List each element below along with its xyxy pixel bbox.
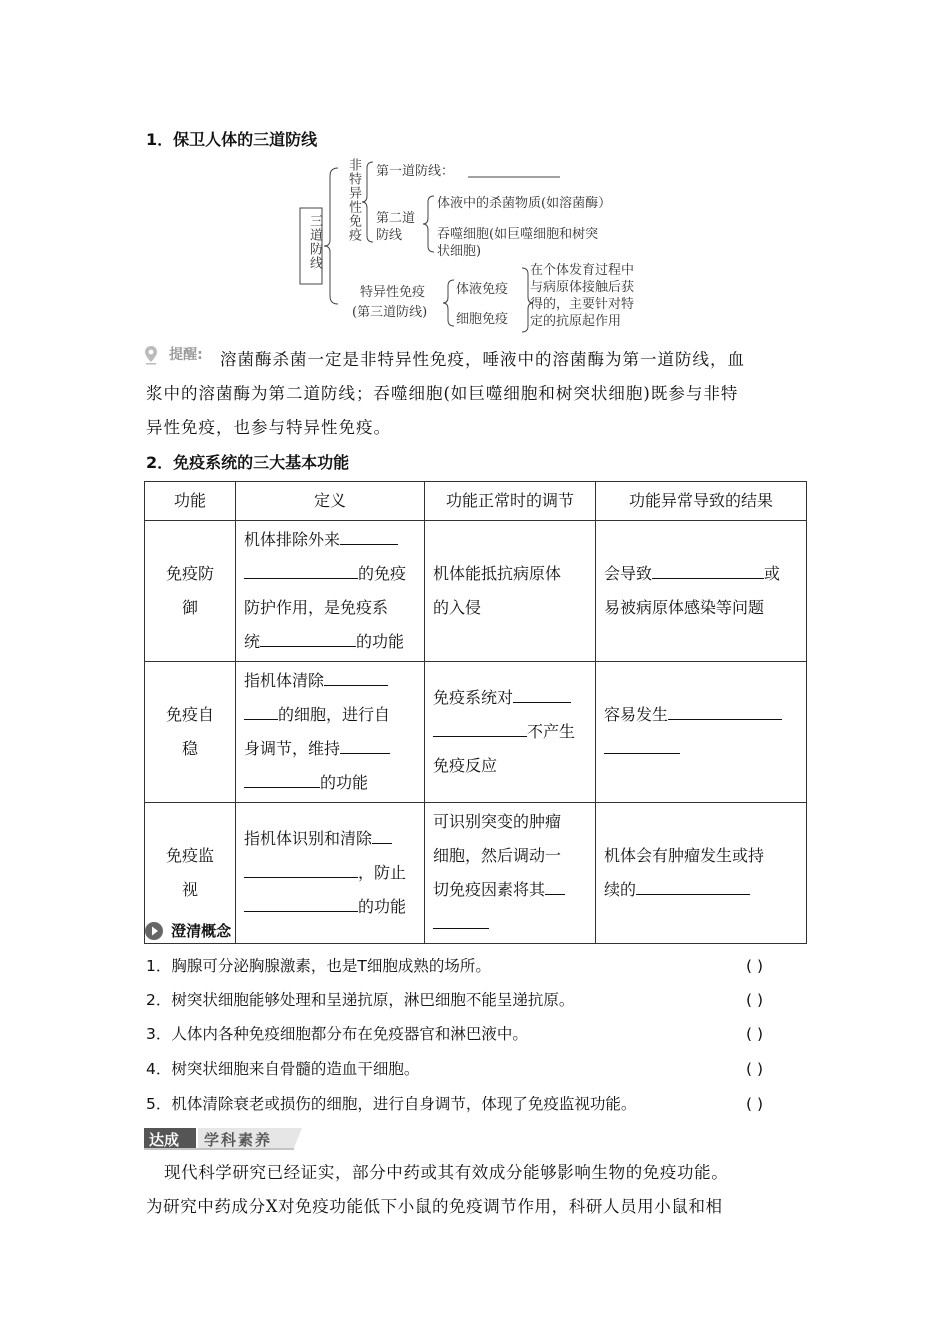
table-row [145,521,807,662]
tree-desc-line: 与病原体接触后获 [530,280,635,295]
def-text: 身调节，维持 [244,739,341,758]
def-text: 的功能 [358,897,407,916]
tree-desc-line: 得的，主要针对特 [530,297,635,312]
tree-desc-line: 在个体发育过程中 [530,263,635,278]
banner-badge1: 达成 [149,1131,180,1149]
def-text: 统 [244,632,261,651]
concept-item [146,1052,806,1086]
tree-specific: 特异性免疫 [360,285,426,300]
tree-second-line: 第二道防线 [376,211,416,243]
def-text: 指机体清除 [244,671,325,690]
abnormal-text: 容易发生 [604,705,669,724]
concept-text: 2．树突状细胞能够处理和呈递抗原，淋巴细胞不能呈递抗原。 [146,991,575,1009]
def-text: 防护作用，是免疫系 [244,598,389,617]
banner-badge2: 学科素养 [204,1131,273,1149]
concept-text: 5．机体清除衰老或损伤的细胞，进行自身调节，体现了免疫监视功能。 [146,1095,637,1113]
literacy-line-1: 现代科学研究已经证实，部分中药或其有效成分能够影响生物的免疫功能。 [164,1163,729,1182]
concepts-title [144,920,231,942]
answer-blank[interactable] [244,910,358,912]
def-text: 的功能 [320,773,369,792]
answer-blank[interactable] [244,786,320,788]
concept-item [146,1087,806,1121]
abnormal-cell [596,662,807,803]
func-text: 御 [181,598,198,617]
table-row [145,803,807,944]
def-text: 的功能 [356,632,405,651]
answer-blank[interactable] [545,893,565,895]
abnormal-cell [596,803,807,944]
tree-second-item-2: 吞噬细胞(如巨噬细胞和树突 [437,227,599,242]
func-text: 稳 [181,739,198,758]
tree-desc [530,262,634,330]
abnormal-cell [596,521,807,662]
section2-heading: 2．免疫系统的三大基本功能 [146,453,350,472]
answer-paren[interactable]: ( ) [746,1025,764,1043]
func-text: 免疫监 [165,846,214,865]
tree-third-line: (第三道防线) [352,305,428,320]
tip-line-2: 浆中的溶菌酶为第二道防线；吞噬细胞(如巨噬细胞和树突状细胞)既参与非特 [146,384,739,403]
tree-first-line: 第一道防线： [376,164,455,179]
answer-blank[interactable] [668,718,782,720]
table-row [145,662,807,803]
normal-text: 细胞，然后调动一 [433,846,562,865]
defense-tree-diagram [296,156,666,336]
normal-text: 机体能抵抗病原体 [433,564,562,583]
answer-paren[interactable]: ( ) [746,1060,764,1078]
func-text: 免疫防 [165,564,214,583]
functions-table [144,481,807,944]
answer-blank[interactable] [433,735,527,737]
tip-label-text: 提醒: [169,347,203,363]
literacy-line-2: 为研究中药成分X对免疫功能低下小鼠的免疫调节作用，科研人员用小鼠和相 [146,1197,723,1216]
abnormal-text: 或 [764,564,781,583]
def-text: 的细胞，进行自 [278,705,391,724]
answer-paren[interactable]: ( ) [746,957,764,975]
answer-blank[interactable] [433,927,489,929]
normal-text: 切免疫因素将其 [433,880,546,899]
normal-text: 可识别突变的肿瘤 [433,812,562,831]
table-header-row [145,482,807,521]
normal-text: 免疫系统对 [433,688,514,707]
answer-blank[interactable] [260,645,356,647]
tree-root: 三道防线 [307,214,322,270]
tip-label [144,344,203,365]
header-abnormal: 功能异常导致的结果 [596,482,807,521]
concepts-title-text: 澄清概念 [171,922,232,940]
header-function: 功能 [145,482,236,521]
normal-cell [425,521,596,662]
answer-blank[interactable] [244,876,358,878]
header-normal: 功能正常时的调节 [425,482,596,521]
answer-blank[interactable] [604,752,680,754]
concept-item [146,983,806,1017]
concept-text: 1．胸腺可分泌胸腺激素，也是T细胞成熟的场所。 [146,957,491,975]
header-definition: 定义 [236,482,425,521]
play-circle-icon [144,921,164,941]
func-text: 免疫自 [165,705,214,724]
answer-blank[interactable] [244,718,278,720]
normal-text: 免疫反应 [433,756,498,775]
answer-blank[interactable] [372,842,392,844]
abnormal-text: 易被病原体感染等问题 [604,598,765,617]
def-cell [236,662,425,803]
answer-blank[interactable] [636,893,750,895]
abnormal-text: 会导致 [604,564,653,583]
tree-nonspecific: 非特异性免疫 [346,158,361,242]
def-text: ，防止 [358,863,407,882]
tree-second-item-3: 状细胞) [437,244,482,259]
def-cell [236,803,425,944]
answer-paren[interactable]: ( ) [746,1095,764,1113]
answer-paren[interactable]: ( ) [746,991,764,1009]
pin-icon [144,345,158,365]
answer-blank[interactable] [652,577,764,579]
func-cell [145,662,236,803]
literacy-banner [144,1126,309,1150]
tree-humoral: 体液免疫 [456,282,509,297]
normal-text: 不产生 [527,722,576,741]
normal-text: 的入侵 [433,598,482,617]
abnormal-text: 机体会有肿瘤发生或持 [604,846,765,865]
normal-cell [425,803,596,944]
answer-blank[interactable] [340,752,390,754]
def-text: 机体排除外来 [244,530,341,549]
concept-text: 4．树突状细胞来自骨髓的造血干细胞。 [146,1060,420,1078]
answer-blank[interactable] [244,577,358,579]
normal-cell [425,662,596,803]
def-cell [236,521,425,662]
tip-line-1: 溶菌酶杀菌一定是非特异性免疫，唾液中的溶菌酶为第一道防线，血 [220,350,745,369]
tree-second-item-1: 体液中的杀菌物质(如溶菌酶） [437,196,612,211]
def-text: 指机体识别和清除 [244,829,373,848]
concept-text: 3．人体内各种免疫细胞都分布在免疫器官和淋巴液中。 [146,1025,528,1043]
tree-cellular: 细胞免疫 [456,312,509,327]
answer-blank[interactable] [340,543,398,545]
def-text: 的免疫 [358,564,407,583]
concept-item [146,949,806,983]
func-cell [145,521,236,662]
func-text: 视 [181,880,198,899]
answer-blank[interactable] [513,701,571,703]
section1-heading: 1．保卫人体的三道防线 [146,130,318,149]
tip-line-3: 异性免疫，也参与特异性免疫。 [146,418,391,437]
tree-desc-line: 定的抗原起作用 [530,314,622,329]
abnormal-text: 续的 [604,880,637,899]
concept-item [146,1017,806,1051]
answer-blank[interactable] [324,684,388,686]
